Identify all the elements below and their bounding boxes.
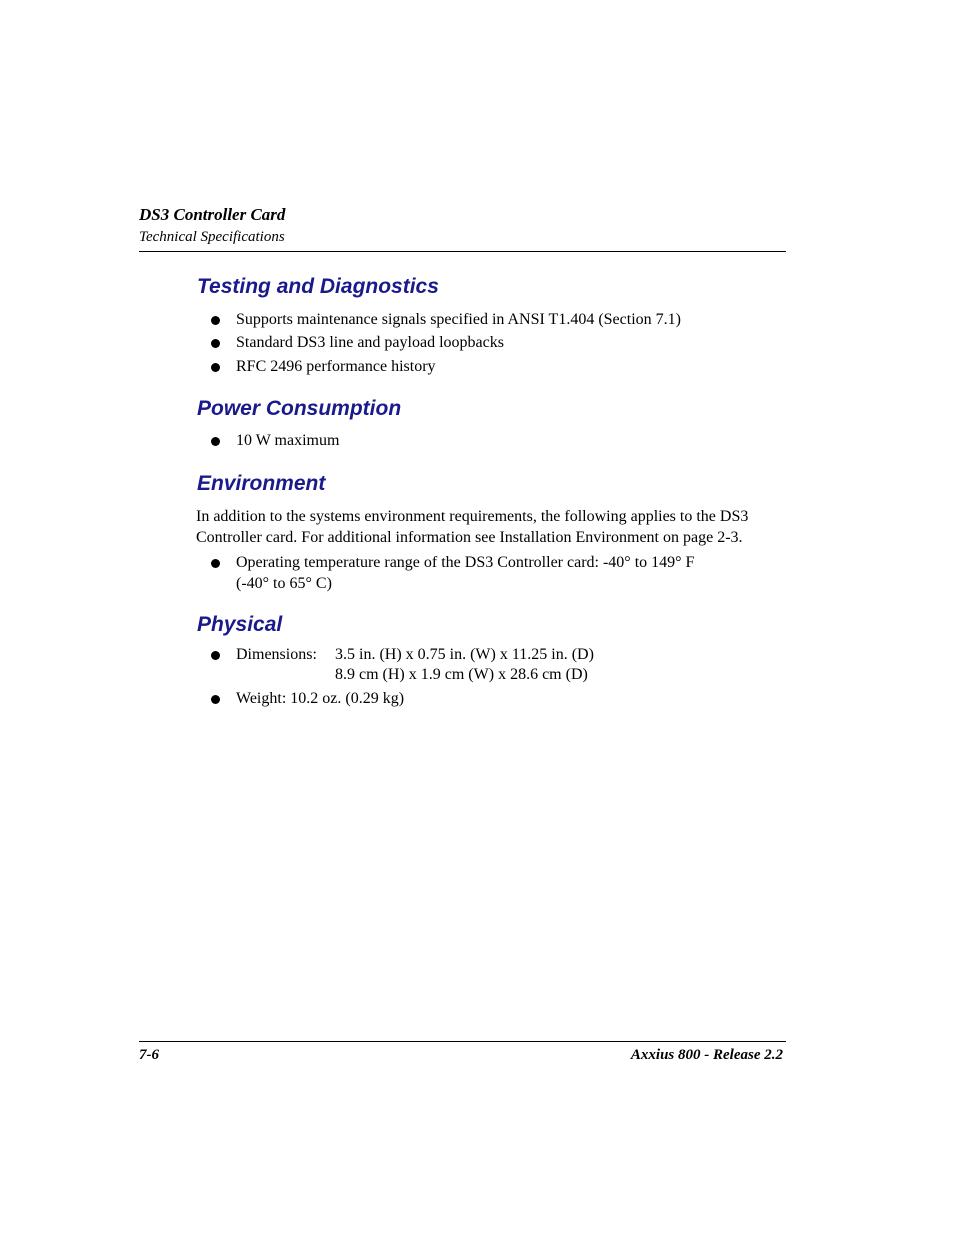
bullet-icon <box>211 363 220 372</box>
bullet-icon <box>211 695 220 704</box>
bullet-icon <box>211 316 220 325</box>
list-item-text: Weight: 10.2 oz. (0.29 kg) <box>236 690 405 707</box>
heading-power-consumption: Power Consumption <box>197 397 402 420</box>
list-item-text: Supports maintenance signals specified in ANSI T1.404 (Section 7.1) <box>236 311 681 328</box>
header-rule <box>139 251 786 252</box>
heading-environment: Environment <box>197 472 326 495</box>
dimensions-label: Dimensions: <box>236 646 317 663</box>
chapter-title: DS3 Controller Card <box>139 205 286 224</box>
bullet-icon <box>211 559 220 568</box>
environment-paragraph-line2: Controller card. For additional information see Installation Environment on page 2-3. <box>196 529 743 546</box>
list-item-text: 10 W maximum <box>236 432 340 449</box>
page-number: 7-6 <box>139 1047 159 1063</box>
dimensions-imperial: 3.5 in. (H) x 0.75 in. (W) x 11.25 in. (D) <box>335 646 594 663</box>
footer-rule <box>139 1041 786 1042</box>
list-item-text: RFC 2496 performance history <box>236 358 436 375</box>
heading-physical: Physical <box>197 613 283 636</box>
environment-paragraph-line1: In addition to the systems environment requirements, the following applies to the DS3 <box>196 508 749 525</box>
heading-testing-diagnostics: Testing and Diagnostics <box>197 275 439 298</box>
footer-product: Axxius 800 - Release 2.2 <box>630 1047 783 1063</box>
bullet-icon <box>211 651 220 660</box>
dimensions-metric: 8.9 cm (H) x 1.9 cm (W) x 28.6 cm (D) <box>335 666 588 683</box>
list-item-text: Operating temperature range of the DS3 Controller card: -40° to 149° F <box>236 554 695 571</box>
bullet-icon <box>211 339 220 348</box>
section-title: Technical Specifications <box>139 229 285 245</box>
list-item-text-continued: (-40° to 65° C) <box>236 575 332 592</box>
bullet-icon <box>211 437 220 446</box>
list-item-text: Standard DS3 line and payload loopbacks <box>236 334 504 351</box>
